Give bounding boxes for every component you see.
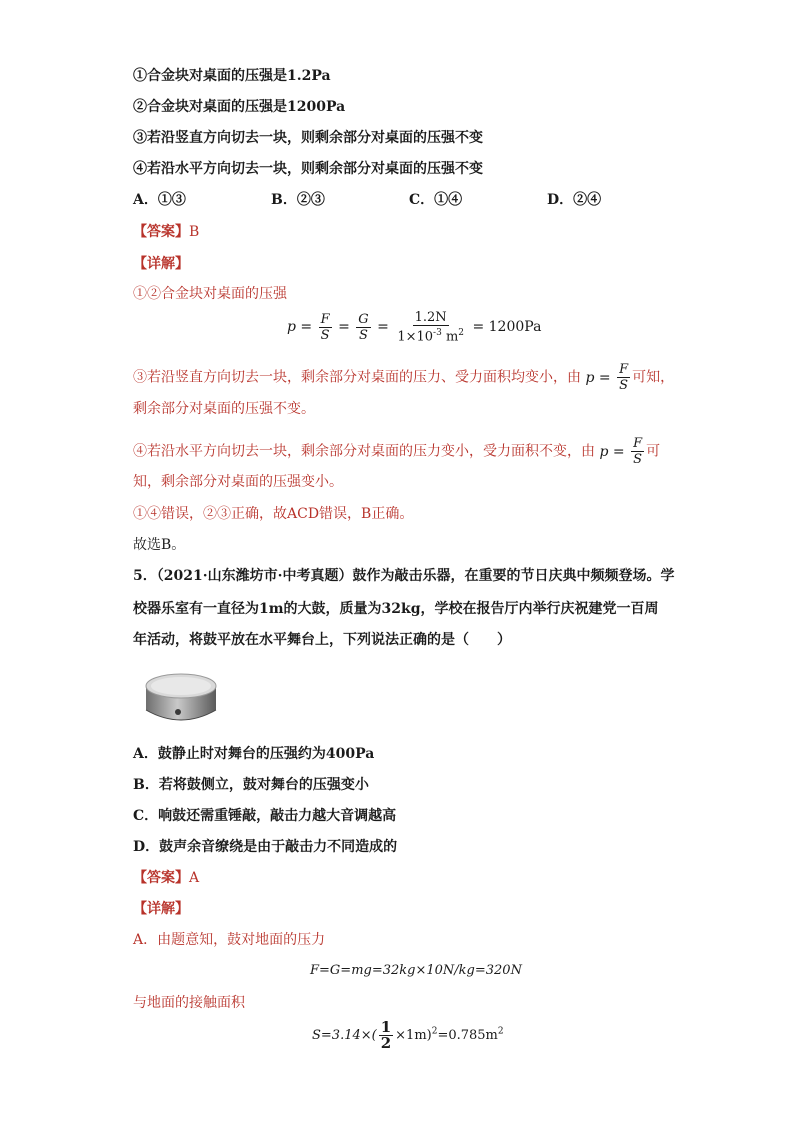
drum-image [142,668,220,730]
drum-icon [142,668,220,730]
q4-para4-line2: 知，剩余部分对桌面的压强变小。 [133,474,343,490]
statement-3: ③若沿竖直方向切去一块，则剩余部分对桌面的压强不变 [133,130,483,146]
q5-answer-value: A [189,870,200,886]
force-equation: F=G=mg=32kg×10N/kg=320N [310,963,522,978]
q5-option-b: B．若将鼓侧立，鼓对舞台的压强变小 [133,777,369,793]
q4-choice: 故选B。 [133,537,186,553]
formula-eq-2: = [338,319,350,336]
q5-answer-label: 【答案】 [133,870,189,886]
statement-2: ②合金块对桌面的压强是1200Pa [133,99,346,115]
fraction-g-over-s: $\frac{G}{S}$ [358,311,369,343]
q4-para3-line1: ③若沿竖直方向切去一块，剩余部分对桌面的压力、受力面积均变小，由 p = $\frac{F}{S}$ 可知， [133,362,675,393]
area-equation: S=3.14×( $\frac{1}{2}$ $\times 1m)^2=0.785m^2$ [312,1018,504,1052]
q5-option-c: C．响鼓还需重锤敲，敲击力越大音调越高 [133,808,397,824]
q5-detail-a: A．由题意知，鼓对地面的压力 [133,932,326,948]
q4-answer [133,222,199,242]
formula-result: = 1200Pa [472,319,542,336]
q5-stem-line2: 校器乐室有一直径为1m的大鼓，质量为32kg，学校在报告厅内举行庆祝建党一百周 [133,601,659,617]
q5-detail-label: 【详解】 [133,901,189,917]
q5-option-a: A．鼓静止时对舞台的压强约为400Pa [133,746,375,762]
q4-option-c: C．①④ [409,192,463,208]
answer-label: 【答案】 [133,224,189,240]
q4-option-a: A．①③ [133,192,186,208]
q5-stem-line1: 5．（2021·山东潍坊市·中考真题）鼓作为敲击乐器，在重要的节日庆典中频频登场。学 [133,568,675,584]
q4-detail-intro: ①②合金块对桌面的压强 [133,286,287,302]
statement-4: ④若沿水平方向切去一块，则剩余部分对桌面的压强不变 [133,161,483,177]
q4-para4-line1: ④若沿水平方向切去一块，剩余部分对桌面的压力变小，受力面积不变，由 p = $\frac{F}{S}$ 可 [133,436,661,467]
q4-option-b: B．②③ [271,192,325,208]
q5-stem-line3: 年活动，将鼓平放在水平舞台上，下列说法正确的是（ ） [133,632,511,648]
q4-options [133,190,685,210]
q4-conclusion: ①④错误，②③正确，故ACD错误，B正确。 [133,506,414,522]
formula-eq-1: = [300,319,313,336]
q4-detail-label: 【详解】 [133,256,189,272]
fraction-f-over-s: $\frac{F}{S}$ [320,311,330,343]
q5-option-d: D．鼓声余音缭绕是由于敲击力不同造成的 [133,839,398,855]
q4-option-d: D．②④ [547,192,602,208]
answer-value: B [189,224,200,240]
fraction-value: $\frac{1.2N}{1\times 10^{-3} m^2}$ [397,310,465,345]
pressure-formula [287,310,541,344]
formula-p: p [287,319,296,336]
q4-para3-line2: 剩余部分对桌面的压强不变。 [133,401,315,417]
q5-answer [133,868,199,888]
statement-1: ①合金块对桌面的压强是1.2Pa [133,68,331,84]
formula-eq-3: = [377,319,389,336]
contact-area-text: 与地面的接触面积 [133,995,245,1011]
